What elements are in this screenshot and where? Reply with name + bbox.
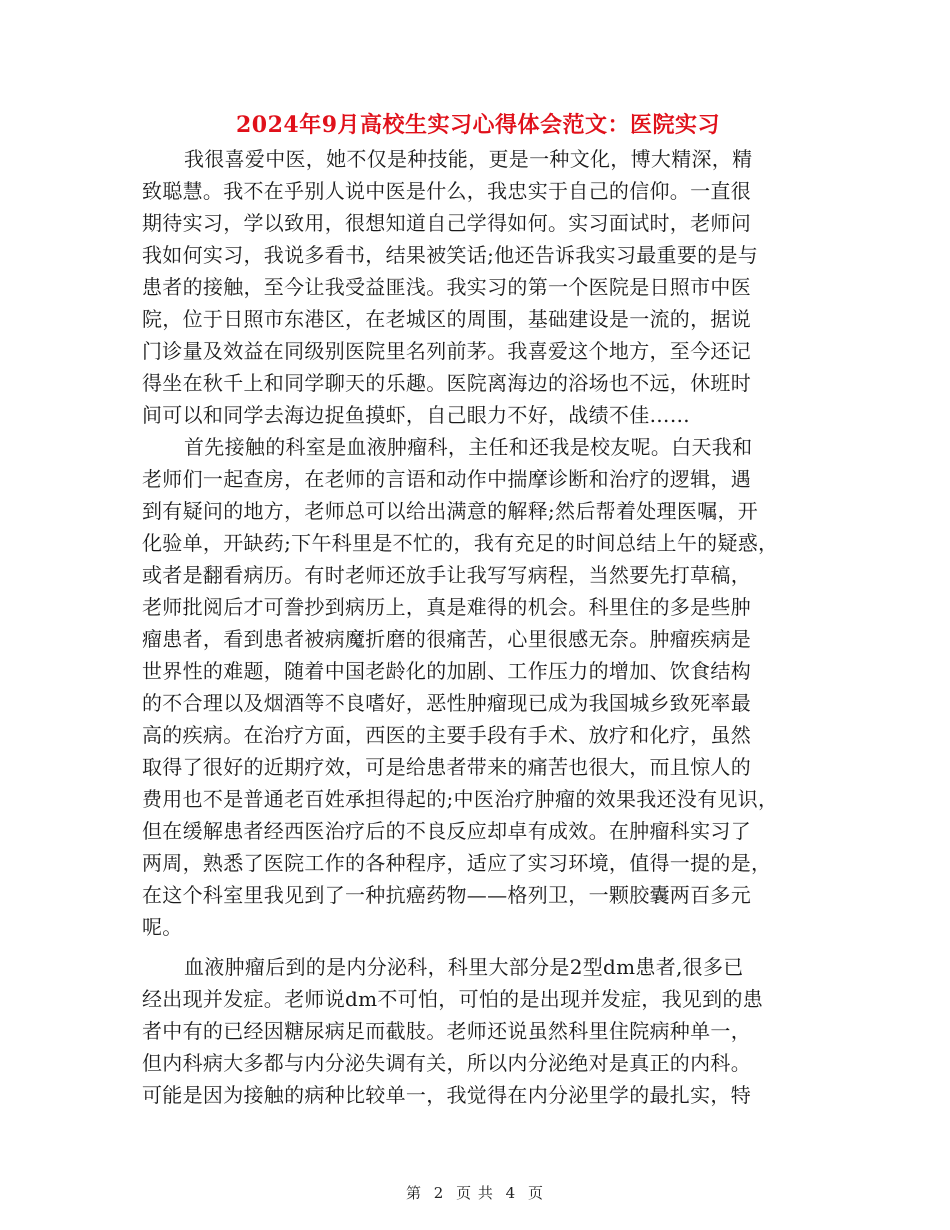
footer-total-pages: 4 (505, 1184, 517, 1202)
paragraph-1-line-5: 患者的接触，至今让我受益匪浅。我实习的第一个医院是日照市中医 (142, 275, 751, 299)
paragraph-2-line-3: 到有疑问的地方，老师总可以给出满意的解释;然后帮着处理医嘱，开 (142, 499, 759, 523)
paragraph-3-line-1: 血液肿瘤后到的是内分泌科，科里大部分是2型dm患者,很多已 (184, 955, 744, 979)
footer-middle: 页 共 (456, 1184, 494, 1202)
paragraph-3-line-5: 可能是因为接触的病种比较单一，我觉得在内分泌里学的最扎实，特 (142, 1083, 751, 1107)
paragraph-2-line-5: 或者是翻看病历。有时老师还放手让我写写病程，当然要先打草稿， (142, 563, 751, 587)
paragraph-2-line-6: 老师批阅后才可誊抄到病历上，真是难得的机会。科里住的多是些肿 (142, 595, 751, 619)
footer-suffix: 页 (528, 1184, 545, 1202)
document-title: 2024年9月高校生实习心得体会范文：医院实习 (236, 112, 721, 138)
paragraph-1-line-7: 门诊量及效益在同级别医院里名列前茅。我喜爱这个地方，至今还记 (142, 339, 751, 363)
paragraph-2-line-14: 两周，熟悉了医院工作的各种程序，适应了实习环境，值得一提的是， (142, 851, 772, 875)
paragraph-2-line-8: 世界性的难题，随着中国老龄化的加剧、工作压力的增加、饮食结构 (142, 659, 751, 683)
paragraph-1-line-2: 致聪慧。我不在乎别人说中医是什么，我忠实于自己的信仰。一直很 (142, 179, 751, 203)
paragraph-3-line-3: 者中有的已经因糖尿病足而截肢。老师还说虽然科里住院病种单一， (142, 1019, 751, 1043)
paragraph-2-line-15: 在这个科室里我见到了一种抗癌药物——格列卫，一颗胶囊两百多元 (142, 883, 751, 907)
paragraph-1-line-8: 得坐在秋千上和同学聊天的乐趣。医院离海边的浴场也不远，休班时 (142, 371, 751, 395)
paragraph-1-line-9: 间可以和同学去海边捉鱼摸虾，自己眼力不好，战绩不佳…… (142, 403, 691, 427)
document-body (142, 143, 808, 1111)
footer-page-number: 2 (433, 1184, 445, 1202)
paragraph-1-line-6: 院，位于日照市东港区，在老城区的周围，基础建设是一流的，据说 (142, 307, 751, 331)
paragraph-1-line-4: 我如何实习，我说多看书，结果被笑话;他还告诉我实习最重要的是与 (142, 243, 759, 267)
paragraph-1-line-3: 期待实习，学以致用，很想知道自己学得如何。实习面试时，老师问 (142, 211, 751, 235)
paragraph-1-line-1: 我很喜爱中医，她不仅是种技能，更是一种文化，博大精深，精 (184, 147, 753, 171)
paragraph-2-line-4: 化验单，开缺药;下午科里是不忙的，我有充足的时间总结上午的疑惑， (142, 531, 779, 555)
paragraph-2-line-11: 取得了很好的近期疗效，可是给患者带来的痛苦也很大，而且惊人的 (142, 755, 751, 779)
paragraph-2-line-10: 高的疾病。在治疗方面，西医的主要手段有手术、放疗和化疗，虽然 (142, 723, 751, 747)
paragraph-3-line-4: 但内科病大多都与内分泌失调有关，所以内分泌绝对是真正的内科。 (142, 1051, 751, 1075)
paragraph-3-line-2: 经出现并发症。老师说dm不可怕，可怕的是出现并发症，我见到的患 (142, 987, 764, 1011)
page-footer (0, 1182, 950, 1203)
footer-prefix: 第 (405, 1184, 422, 1202)
paragraph-2-line-12: 费用也不是普通老百姓承担得起的;中医治疗肿瘤的效果我还没有见识， (142, 787, 779, 811)
paragraph-2-line-7: 瘤患者，看到患者被病魔折磨的很痛苦，心里很感无奈。肿瘤疾病是 (142, 627, 751, 651)
paragraph-2-line-1: 首先接触的科室是血液肿瘤科，主任和还我是校友呢。白天我和 (184, 435, 753, 459)
paragraph-2-line-16: 呢。 (142, 915, 183, 939)
paragraph-2-line-9: 的不合理以及烟酒等不良嗜好，恶性肿瘤现已成为我国城乡致死率最 (142, 691, 751, 715)
paragraph-spacer (142, 943, 808, 951)
paragraph-2-line-13: 但在缓解患者经西医治疗后的不良反应却卓有成效。在肿瘤科实习了 (142, 819, 751, 843)
paragraph-2-line-2: 老师们一起查房，在老师的言语和动作中揣摩诊断和治疗的逻辑，遇 (142, 467, 751, 491)
